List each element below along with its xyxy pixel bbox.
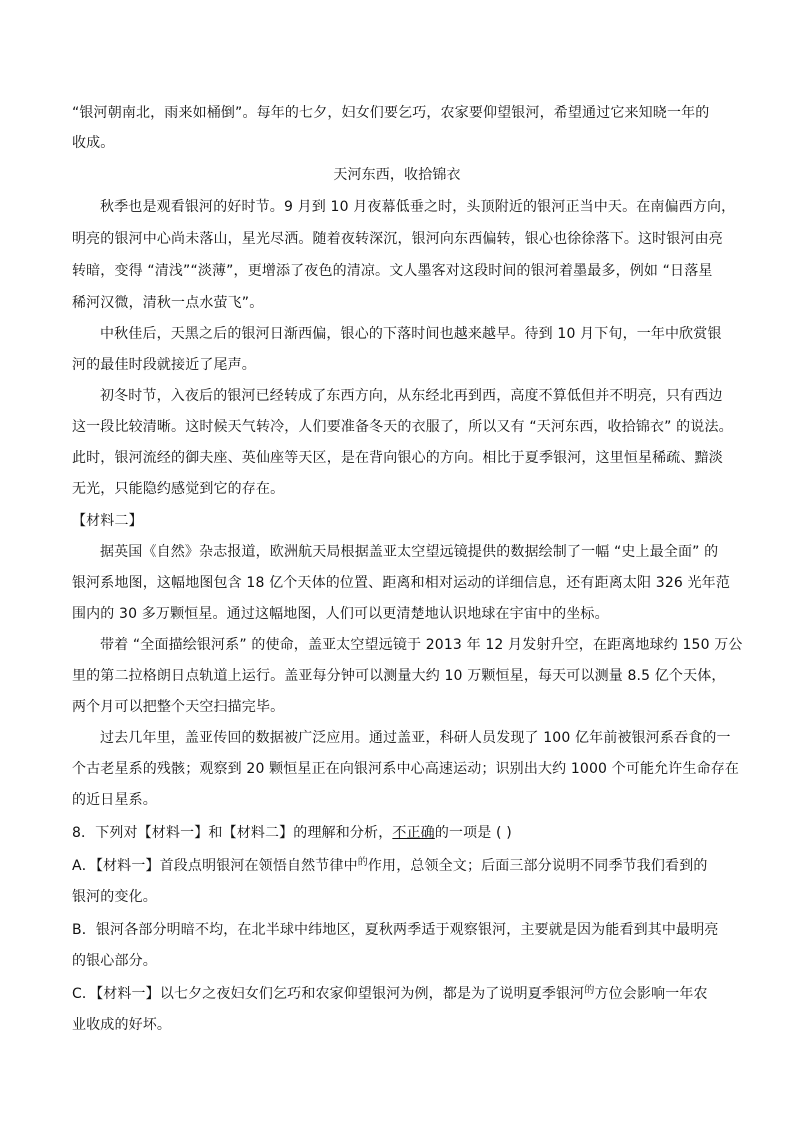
paragraph-line: 过去几年里，盖亚传回的数据被广泛应用。通过盖亚，科研人员发现了 100 亿年前被银河系吞食的一 [100,730,731,746]
paragraph-line: 个古老星系的残骸；观察到 20 颗恒星正在向银河系中心高速运动；识别出大约 1000 个可能允许生命存在 [72,761,740,777]
option-b: B．银河各部分明暗不均，在北半球中纬地区，夏秋两季适于观察银河，主要就是因为能看到其中最明亮 [72,922,719,938]
option-a-superscript: 的 [357,857,368,868]
option-a-line2: 银河的变化。 [72,889,157,905]
paragraph-line: 稀河汉微，清秋一点水萤飞”。 [72,295,264,311]
paragraph-line: 秋季也是观看银河的好时节。9 月到 10 月夜幕低垂之时，头顶附近的银河正当中天。在南偏西方向， [100,199,736,215]
option-a-text-cont: 作用，总领全文；后面三部分说明不同季节我们看到的 [367,858,708,874]
paragraph-line: 围内的 30 多万颗恒星。通过这幅地图，人们可以更清楚地认识地球在宇宙中的坐标。 [72,606,609,622]
option-b-line2: 的银心部分。 [72,953,157,969]
option-a [72,855,722,875]
paragraph-line: 两个月可以把整个天空扫描完毕。 [72,699,285,715]
question-stem-suffix: 的一项是 ( ) [434,825,512,841]
paragraph-line: 银河系地图，这幅地图包含 18 亿个天体的位置、距离和相对运动的详细信息，还有距离太阳 326 光年范 [72,575,730,591]
question-stem [72,822,722,842]
paragraph-line: 这一段比较清晰。这时候天气转冷，人们要准备冬天的衣服了，所以又有 “天河东西，收拾锦衣” 的说法。 [72,419,733,435]
paragraph-line: “银河朝南北，雨来如桶倒”。每年的七夕，妇女们要乞巧，农家要仰望银河，希望通过它来知晓一年的 [72,105,710,121]
paragraph-line: 据英国《自然》杂志报道，欧洲航天局根据盖亚太空望远镜提供的数据绘制了一幅 “史上最全面” 的 [100,544,719,560]
paragraph-line: 带着 “全面描绘银河系” 的使命，盖亚太空望远镜于 2013 年 12 月发射升空，在距离地球约 150 万公 [100,637,743,653]
question-stem-emphasis: 不正确 [392,825,435,841]
option-c [72,983,722,1003]
paragraph-line: 收成。 [72,135,115,151]
paragraph-line: 中秋佳后，天黑之后的银河日渐西偏，银心的下落时间也越来越早。待到 10 月下旬，一年中欣赏银 [100,326,722,342]
section-heading: 天河东西，收拾锦衣 [333,167,461,183]
paragraph-line: 里的第二拉格朗日点轨道上运行。盖亚每分钟可以测量大约 10 万颗恒星，每天可以测量 8.5 亿个天体， [72,668,726,684]
paragraph-line: 无光，只能隐约感觉到它的存在。 [72,481,285,497]
option-c-text-cont: 方位会影响一年农 [594,986,708,1002]
option-c-superscript: 的 [584,985,595,996]
option-a-text: A．【材料一】首段点明银河在领悟自然节律中 [72,858,358,874]
paragraph-line: 的近日星系。 [72,792,157,808]
paragraph-line: 转暗，变得 “清浅”“淡薄”，更增添了夜色的清凉。文人墨客对这段时间的银河着墨最多，例如 “日落星 [72,263,713,279]
option-c-line2: 业收成的好坏。 [72,1017,172,1033]
option-c-text: C．【材料一】以七夕之夜妇女们乞巧和农家仰望银河为例，都是为了说明夏季银河 [72,986,585,1002]
paragraph-line: 河的最佳时段就接近了尾声。 [72,357,256,373]
paragraph-line: 初冬时节，入夜后的银河已经转成了东西方向，从东经北再到西，高度不算低但并不明亮，只有西边 [100,388,723,404]
paragraph-line: 明亮的银河中心尚未落山，星光尽洒。随着夜转深沉，银河向东西偏转，银心也徐徐落下。这时银河由亮 [72,231,723,247]
material-label: 【材料二】 [72,513,143,529]
question-stem-prefix: 8．下列对【材料一】和【材料二】的理解和分析， [72,825,393,841]
paragraph-line: 此时，银河流经的御夫座、英仙座等天区，是在背向银心的方向。相比于夏季银河，这里恒星稀疏、黯淡 [72,450,723,466]
